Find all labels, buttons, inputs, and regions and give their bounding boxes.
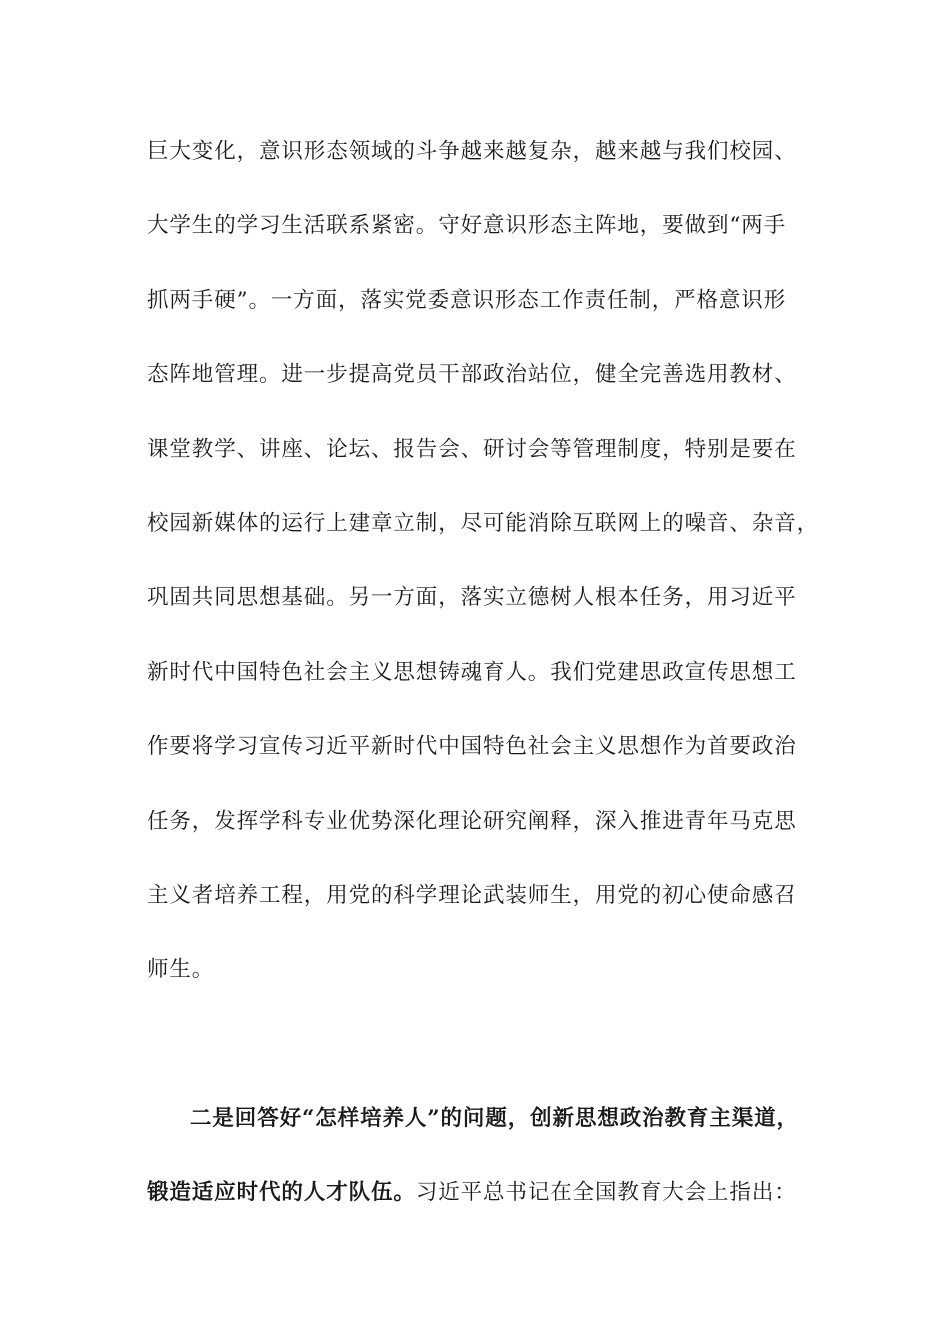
paragraph-1-line: 抓两手硬”。一方面，落实党委意识形态工作责任制，严格意识形	[147, 287, 787, 313]
paragraph-1-line: 任务，发挥学科专业优势深化理论研究阐释，深入推进青年马克思	[147, 808, 797, 834]
paragraph-1-line: 主义者培养工程，用党的科学理论武装师生，用党的初心使命感召	[147, 882, 797, 908]
paragraph-1-line: 师生。	[147, 957, 215, 983]
paragraph-1-line: 新时代中国特色社会主义思想铸魂育人。我们党建思政宣传思想工	[147, 659, 797, 685]
document-body	[147, 130, 820, 1246]
paragraph-1-line: 巩固共同思想基础。另一方面，落实立德树人根本任务，用习近平	[147, 585, 797, 611]
paragraph-gap	[147, 1023, 807, 1097]
paragraph-2-heading-end: 锻造适应时代的人才队伍。	[147, 1180, 416, 1206]
paragraph-2-heading-line: 二是回答好“怎样培养人”的问题，创新思想政治教育主渠道，	[190, 1106, 799, 1132]
paragraph-1-line: 态阵地管理。进一步提高党员干部政治站位，健全完善选用教材、	[147, 362, 797, 388]
paragraph-1-line: 巨大变化，意识形态领域的斗争越来越复杂，越来越与我们校园、	[147, 139, 797, 164]
paragraph-1-line: 校园新媒体的运行上建章立制，尽可能消除互联网上的噪音、杂音，	[147, 510, 820, 536]
paragraph-1-line: 作要将学习宣传习近平新时代中国特色社会主义思想作为首要政治	[147, 734, 797, 760]
paragraph-1-line: 课堂教学、讲座、论坛、报告会、研讨会等管理制度，特别是要在	[147, 436, 797, 462]
paragraph-1-line: 大学生的学习生活联系紧密。守好意识形态主阵地，要做到“两手	[147, 213, 787, 239]
paragraph-2-line	[147, 1171, 807, 1245]
paragraph-2-body-text: 习近平总书记在全国教育大会上指出：	[415, 1180, 797, 1206]
